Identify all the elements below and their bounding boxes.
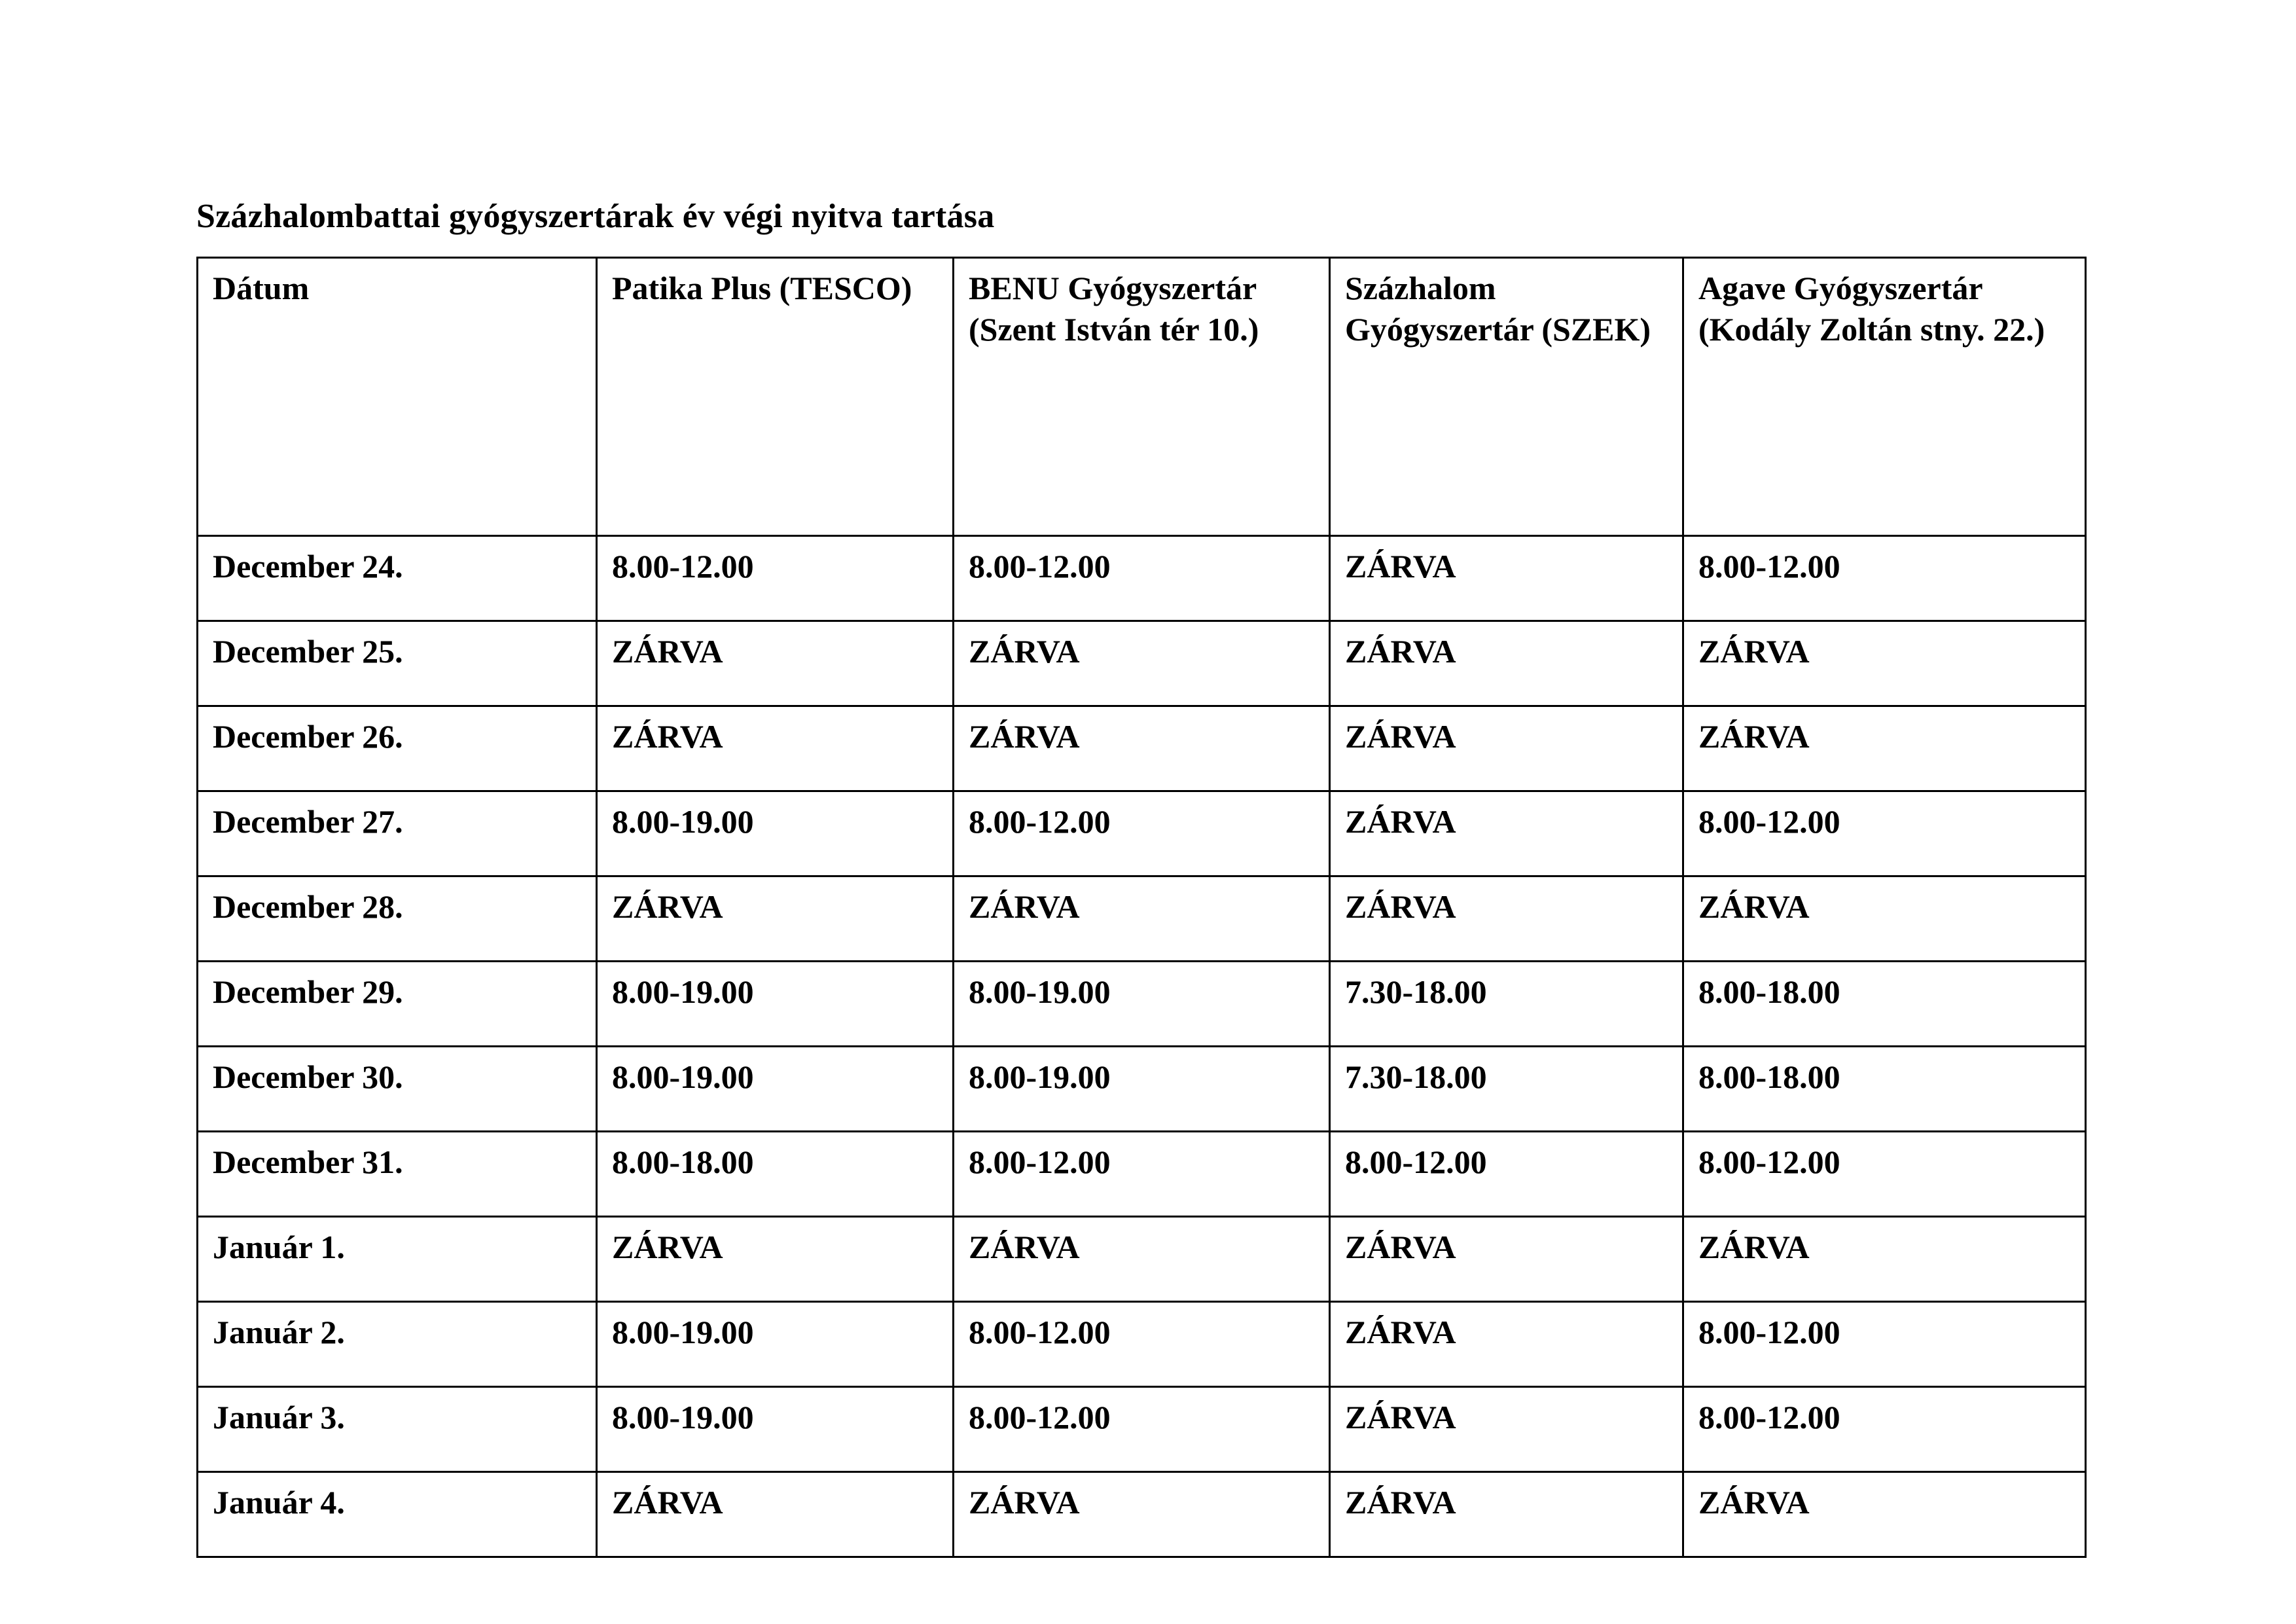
cell-patika-plus: ZÁRVA bbox=[597, 621, 954, 706]
table-row bbox=[198, 706, 2086, 791]
column-header-szazhalom: Százhalom Gyógyszertár (SZEK) bbox=[1330, 258, 1683, 536]
cell-agave: 8.00-12.00 bbox=[1683, 536, 2086, 621]
cell-patika-plus: 8.00-18.00 bbox=[597, 1132, 954, 1217]
cell-szazhalom: ZÁRVA bbox=[1330, 1472, 1683, 1557]
cell-szazhalom: 8.00-12.00 bbox=[1330, 1132, 1683, 1217]
cell-date: December 25. bbox=[198, 621, 597, 706]
cell-patika-plus: ZÁRVA bbox=[597, 706, 954, 791]
table-row bbox=[198, 962, 2086, 1047]
cell-szazhalom: ZÁRVA bbox=[1330, 621, 1683, 706]
cell-szazhalom: ZÁRVA bbox=[1330, 536, 1683, 621]
table-row bbox=[198, 536, 2086, 621]
cell-szazhalom: ZÁRVA bbox=[1330, 706, 1683, 791]
cell-patika-plus: 8.00-12.00 bbox=[597, 536, 954, 621]
cell-patika-plus: ZÁRVA bbox=[597, 876, 954, 962]
cell-patika-plus: 8.00-19.00 bbox=[597, 1302, 954, 1387]
pharmacy-opening-hours-table bbox=[196, 257, 2087, 1558]
cell-benu: 8.00-19.00 bbox=[954, 1047, 1330, 1132]
table-row bbox=[198, 1132, 2086, 1217]
table-header-row bbox=[198, 258, 2086, 536]
table-row bbox=[198, 876, 2086, 962]
cell-agave: ZÁRVA bbox=[1683, 876, 2086, 962]
cell-szazhalom: 7.30-18.00 bbox=[1330, 1047, 1683, 1132]
cell-patika-plus: 8.00-19.00 bbox=[597, 1387, 954, 1472]
cell-szazhalom: ZÁRVA bbox=[1330, 791, 1683, 876]
cell-date: December 24. bbox=[198, 536, 597, 621]
table-row bbox=[198, 621, 2086, 706]
cell-patika-plus: ZÁRVA bbox=[597, 1472, 954, 1557]
cell-benu: 8.00-12.00 bbox=[954, 1132, 1330, 1217]
cell-szazhalom: ZÁRVA bbox=[1330, 1217, 1683, 1302]
cell-date: December 31. bbox=[198, 1132, 597, 1217]
table-row bbox=[198, 1217, 2086, 1302]
cell-date: Január 3. bbox=[198, 1387, 597, 1472]
cell-patika-plus: 8.00-19.00 bbox=[597, 962, 954, 1047]
cell-date: December 30. bbox=[198, 1047, 597, 1132]
cell-patika-plus: 8.00-19.00 bbox=[597, 1047, 954, 1132]
column-header-agave: Agave Gyógyszertár (Kodály Zoltán stny. 22.) bbox=[1683, 258, 2086, 536]
column-header-patika-plus: Patika Plus (TESCO) bbox=[597, 258, 954, 536]
cell-agave: 8.00-12.00 bbox=[1683, 1387, 2086, 1472]
cell-szazhalom: ZÁRVA bbox=[1330, 1302, 1683, 1387]
cell-benu: 8.00-12.00 bbox=[954, 1302, 1330, 1387]
table-row bbox=[198, 1472, 2086, 1557]
cell-benu: ZÁRVA bbox=[954, 1472, 1330, 1557]
cell-patika-plus: 8.00-19.00 bbox=[597, 791, 954, 876]
table-body bbox=[198, 536, 2086, 1557]
cell-benu: 8.00-12.00 bbox=[954, 536, 1330, 621]
cell-date: Január 4. bbox=[198, 1472, 597, 1557]
cell-patika-plus: ZÁRVA bbox=[597, 1217, 954, 1302]
cell-benu: ZÁRVA bbox=[954, 876, 1330, 962]
cell-szazhalom: 7.30-18.00 bbox=[1330, 962, 1683, 1047]
cell-agave: ZÁRVA bbox=[1683, 1217, 2086, 1302]
table-row bbox=[198, 1387, 2086, 1472]
cell-benu: 8.00-12.00 bbox=[954, 791, 1330, 876]
cell-szazhalom: ZÁRVA bbox=[1330, 1387, 1683, 1472]
cell-agave: 8.00-12.00 bbox=[1683, 791, 2086, 876]
cell-agave: 8.00-12.00 bbox=[1683, 1302, 2086, 1387]
cell-benu: 8.00-19.00 bbox=[954, 962, 1330, 1047]
cell-agave: 8.00-12.00 bbox=[1683, 1132, 2086, 1217]
cell-agave: ZÁRVA bbox=[1683, 706, 2086, 791]
cell-szazhalom: ZÁRVA bbox=[1330, 876, 1683, 962]
cell-benu: 8.00-12.00 bbox=[954, 1387, 1330, 1472]
table-row bbox=[198, 791, 2086, 876]
cell-date: December 26. bbox=[198, 706, 597, 791]
page-title: Százhalombattai gyógyszertárak év végi nyitva tartása bbox=[196, 198, 995, 235]
cell-benu: ZÁRVA bbox=[954, 621, 1330, 706]
column-header-benu: BENU Gyógyszertár (Szent István tér 10.) bbox=[954, 258, 1330, 536]
table-row bbox=[198, 1302, 2086, 1387]
table-header bbox=[198, 258, 2086, 536]
cell-date: Január 2. bbox=[198, 1302, 597, 1387]
cell-agave: ZÁRVA bbox=[1683, 621, 2086, 706]
cell-benu: ZÁRVA bbox=[954, 1217, 1330, 1302]
cell-agave: 8.00-18.00 bbox=[1683, 1047, 2086, 1132]
cell-agave: ZÁRVA bbox=[1683, 1472, 2086, 1557]
column-header-date: Dátum bbox=[198, 258, 597, 536]
cell-date: December 29. bbox=[198, 962, 597, 1047]
cell-date: Január 1. bbox=[198, 1217, 597, 1302]
cell-date: December 28. bbox=[198, 876, 597, 962]
cell-agave: 8.00-18.00 bbox=[1683, 962, 2086, 1047]
cell-benu: ZÁRVA bbox=[954, 706, 1330, 791]
cell-date: December 27. bbox=[198, 791, 597, 876]
table-row bbox=[198, 1047, 2086, 1132]
